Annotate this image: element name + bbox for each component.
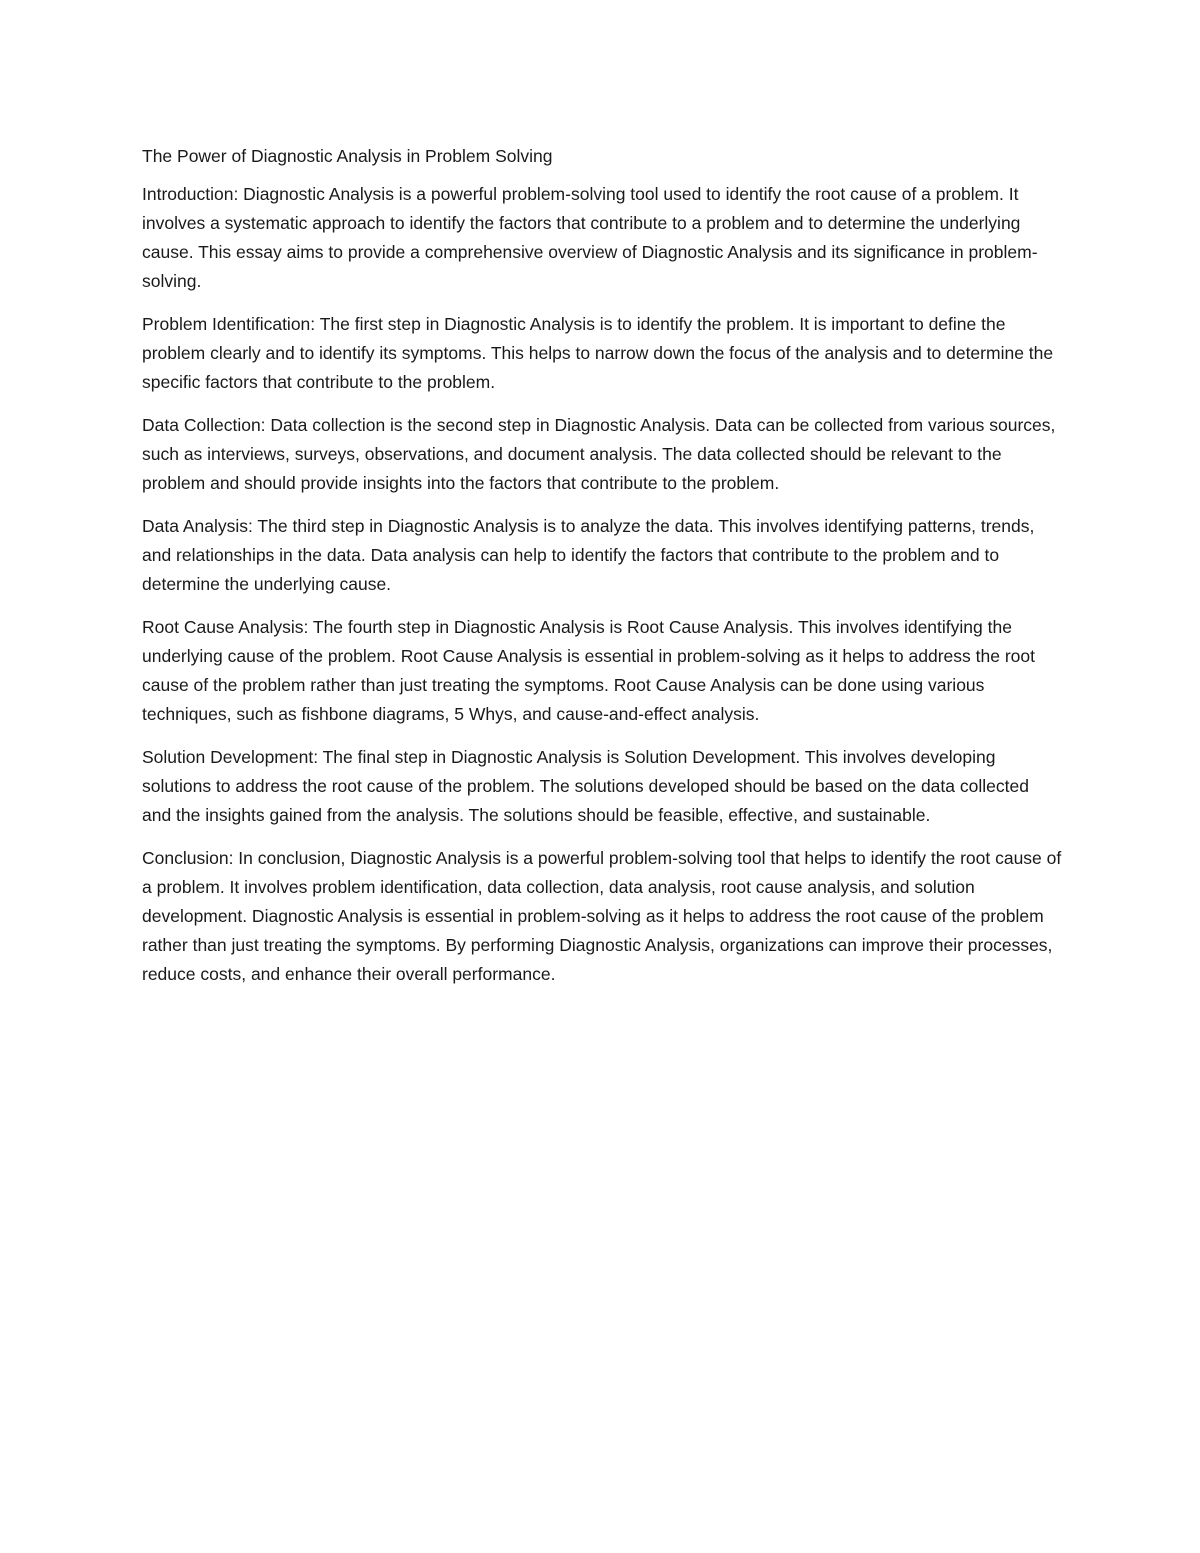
paragraph-conclusion: Conclusion: In conclusion, Diagnostic Analysis is a powerful problem-solving tool that helps to identify the root cause of a problem. It involves problem identification, data collection, data analysis, root cause analysis, and solution development. Diagnostic Analysis is essential in problem-solving as it helps to address the root cause of the problem rather than just treating the symptoms. By performing Diagnostic Analysis, organizations can improve their processes, reduce costs, and enhance their overall performance. <box>142 848 1062 984</box>
paragraph-solution-development: Solution Development: The final step in Diagnostic Analysis is Solution Development. This involves developing solutions to address the root cause of the problem. The solutions developed should be based on the data collected and the insights gained from the analysis. The solutions should be feasible, effective, and sustainable. <box>142 747 1029 825</box>
paragraph-root-cause-analysis: Root Cause Analysis: The fourth step in Diagnostic Analysis is Root Cause Analysis. This involves identifying the underlying cause of the problem. Root Cause Analysis is essential in problem-solving as it helps to address the root cause of the problem rather than just treating the symptoms. Root Cause Analysis can be done using various techniques, such as fishbone diagrams, 5 Whys, and cause-and-effect analysis. <box>142 617 1035 724</box>
paragraph-problem-identification: Problem Identification: The first step in Diagnostic Analysis is to identify the problem. It is important to define the problem clearly and to identify its symptoms. This helps to narrow down the focus of the analysis and to determine the specific factors that contribute to the problem. <box>142 314 1054 392</box>
document-title: The Power of Diagnostic Analysis in Problem Solving <box>142 146 553 166</box>
paragraph-data-collection: Data Collection: Data collection is the second step in Diagnostic Analysis. Data can be collected from various sources, such as interviews, surveys, observations, and document analysis. The data collected should be relevant to the problem and should provide insights into the factors that contribute to the problem. <box>142 415 1056 493</box>
paragraph-data-analysis: Data Analysis: The third step in Diagnostic Analysis is to analyze the data. This involves identifying patterns, trends, and relationships in the data. Data analysis can help to identify the factors that contribute to the problem and to determine the underlying cause. <box>142 516 1035 594</box>
document-body <box>142 142 1062 1003</box>
paragraph-introduction: Introduction: Diagnostic Analysis is a powerful problem-solving tool used to identify the root cause of a problem. It involves a systematic approach to identify the factors that contribute to a problem and to determine the underlying cause. This essay aims to provide a comprehensive overview of Diagnostic Analysis and its significance in problem-solving. <box>142 184 1038 291</box>
